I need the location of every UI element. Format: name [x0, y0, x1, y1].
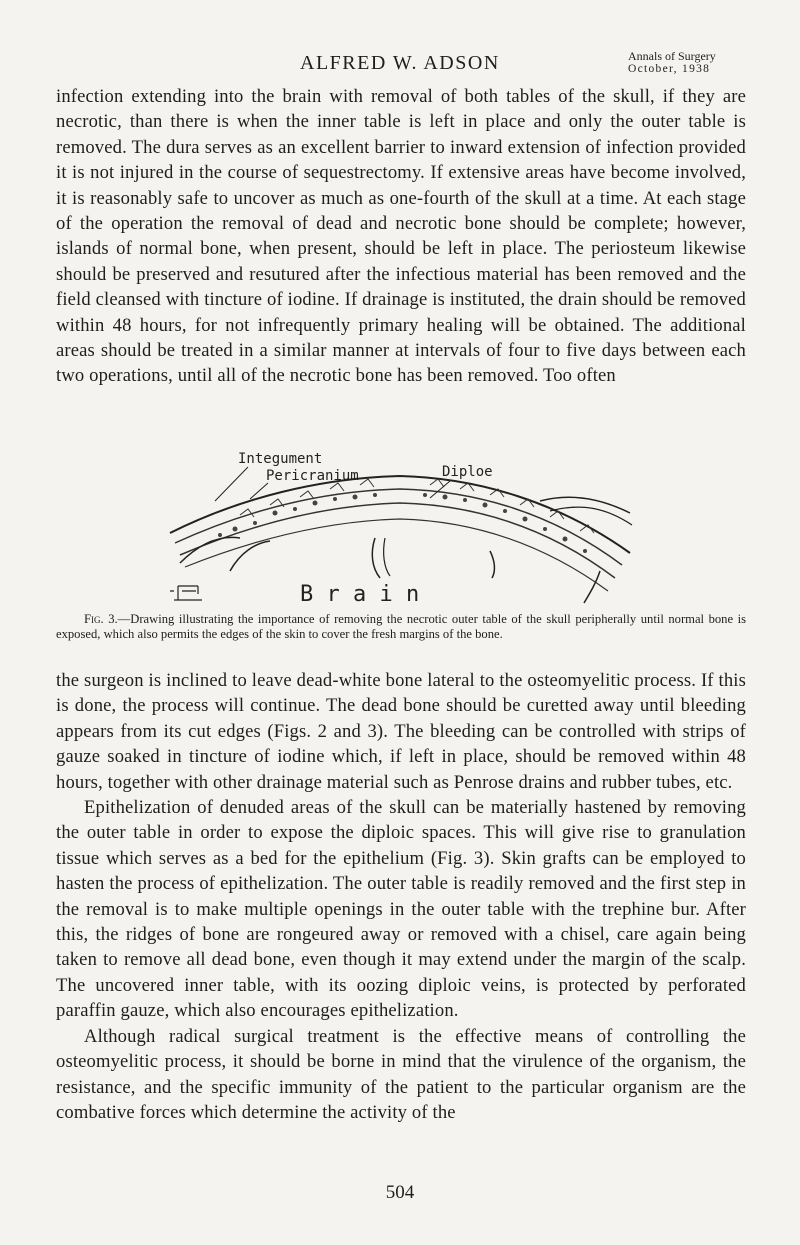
label-integument: Integument [238, 451, 323, 467]
label-pericranium: Pericranium [266, 468, 359, 484]
paragraph: the surgeon is inclined to leave dead-white bone lateral to the osteomyelitic process. If this is done, the process will continue. The dead bone should be curetted away until bleeding appears from its cut edges (Figs. 2 and 3). The bleeding can be controlled with strips of gauze soaked in tincture of iodine which, if left in place, should be removed within 48 hours, together with other drainage material such as Penrose drains and rubber tubes, etc. [56, 670, 746, 793]
figure-caption [56, 612, 746, 642]
running-head-journal [628, 50, 716, 76]
label-diploe: Diploe [442, 464, 493, 480]
label-brain: B r a i n [300, 582, 420, 607]
paragraph: Although radical surgical treatment is the effective means of controlling the osteomyelitic process, it should be borne in mind that the virulence of the organism, the resistance, and the specific immunity of the patient to the particular organism are the combative forces which determine the activity of the [56, 1025, 746, 1123]
journal-name: Annals of Surgery [628, 49, 716, 63]
skull-cross-section-drawing [160, 443, 660, 613]
paragraph: infection extending into the brain with removal of both tables of the skull, if they are necrotic, than there is when the inner table is left in place and only the outer table is removed. The dura serves as an excellent barrier to inward extension of infection provided it is not injured in the course of sequestrectomy. If extensive areas have become involved, it is reasonably safe to uncover as much as one-fourth of the skull at a time. At each stage of the operation the removal of dead and necrotic bone should be complete; however, islands of normal bone, when present, should be left in place. The periosteum likewise should be preserved and resutured after the infectious material has been removed and the field cleansed with tincture of iodine. If drainage is instituted, the drain should be removed within 48 hours, for not infrequently primary healing will be obtained. The additional areas should be treated in a similar manner at intervals of four to five days between each two operations, until all of the necrotic bone has been removed. Too often [56, 86, 746, 387]
caption-label: Fig. 3. [84, 612, 118, 626]
journal-date: October, 1938 [628, 63, 711, 75]
page-number: 504 [385, 1182, 415, 1203]
caption-text: —Drawing illustrating the importance of removing the necrotic outer table of the skull peripherally until normal bone is exposed, which also permits the edges of the skin to cover the fresh margins of the bone. [56, 612, 746, 641]
body-paragraph-top [56, 84, 746, 389]
figure-skull-diagram [160, 443, 660, 613]
body-paragraphs-bottom [56, 668, 746, 1125]
page-header [0, 50, 800, 86]
paragraph: Epithelization of denuded areas of the skull can be materially hastened by removing the outer table in order to expose the diploic spaces. This will give rise to granulation tissue which serves as a bed for the epithelium (Fig. 3). Skin grafts can be employed to hasten the process of epithelization. The outer table is readily removed and the first step in the removal is to make multiple openings in the outer table with the trephine bur. After this, the ridges of bone are rongeured away or removed with a chisel, care again being taken to remove all dead bone, even though it may extend under the margin of the scalp. The uncovered inner table, with its oozing diploic veins, is protected by perforated paraffin gauze, which also encourages epithelization. [56, 797, 746, 1022]
running-head-author: ALFRED W. ADSON [300, 52, 500, 74]
